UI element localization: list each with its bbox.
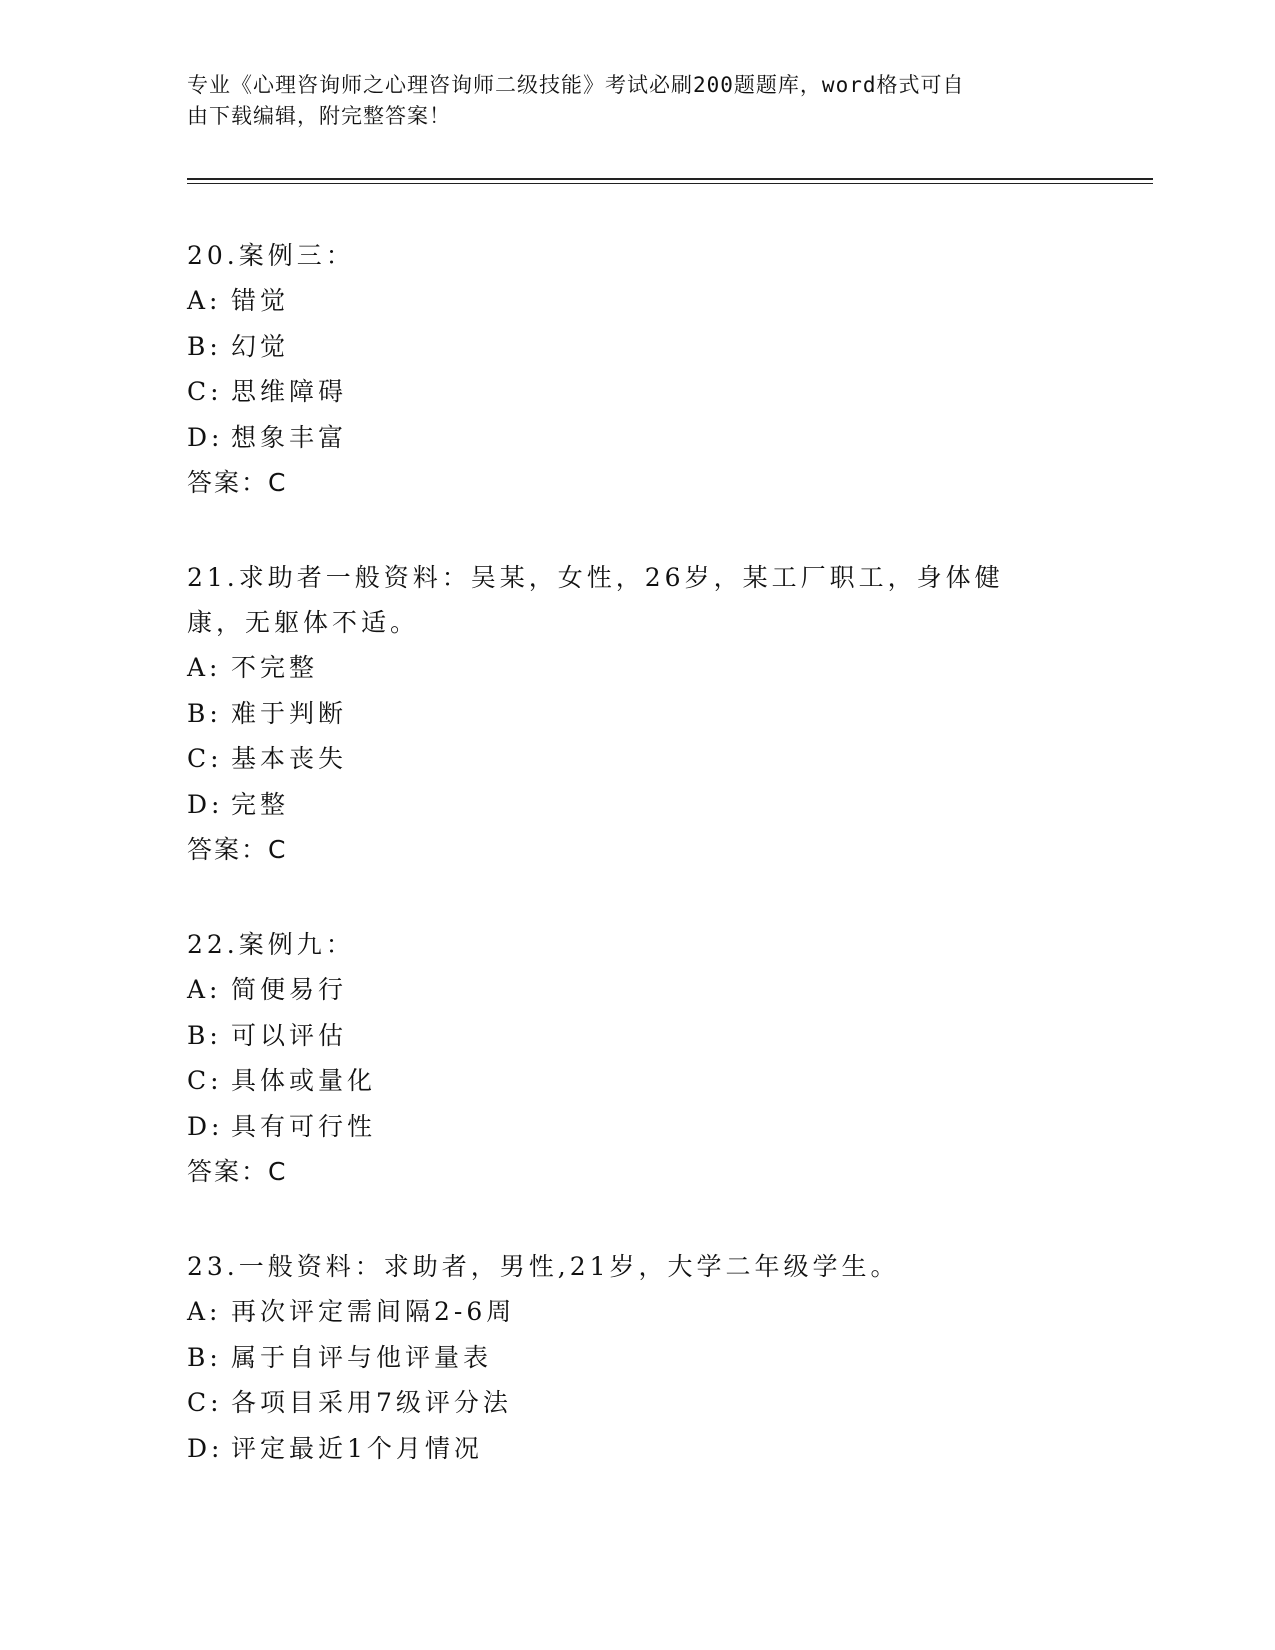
option-letter: C: (187, 744, 223, 773)
option-text: 幻觉 (231, 331, 290, 361)
option-text: 不完整 (231, 653, 319, 682)
option-letter: D: (187, 1111, 224, 1141)
option-text: 属于自评与他评量表 (231, 1342, 493, 1372)
question-stem: 21.求助者一般资料：吴某，女性，26岁，某工厂职工，身体健康，无躯体不适。 (187, 563, 1004, 637)
question-22 (187, 922, 1087, 1194)
option-d (187, 1104, 1087, 1150)
header-line-2: 由下载编辑，附完整答案！ (187, 104, 451, 128)
option-letter: A: (187, 653, 222, 682)
question-21 (187, 555, 1087, 872)
header-divider-thin (187, 183, 1153, 184)
option-b (187, 691, 1087, 737)
question-23 (187, 1244, 1087, 1471)
option-text: 各项目采用7级评分法 (231, 1388, 512, 1417)
option-b (187, 324, 1087, 370)
option-letter: A: (187, 286, 222, 315)
option-d (187, 415, 1087, 461)
option-a (187, 1289, 1087, 1335)
answer-line: 答案：C (187, 1157, 288, 1186)
option-letter: B: (187, 1020, 222, 1050)
option-b (187, 1335, 1087, 1381)
option-text: 基本丧失 (231, 744, 348, 773)
option-letter: C: (187, 1388, 223, 1417)
option-a (187, 967, 1087, 1013)
option-c (187, 1058, 1087, 1104)
document-header (187, 70, 1067, 132)
question-stem: 23.一般资料：求助者，男性,21岁，大学二年级学生。 (187, 1252, 900, 1281)
option-c (187, 369, 1087, 415)
option-a (187, 645, 1087, 691)
option-letter: B: (187, 331, 222, 361)
option-a (187, 278, 1087, 324)
option-c (187, 736, 1087, 782)
option-text: 想象丰富 (231, 422, 348, 452)
option-letter: D: (187, 422, 224, 452)
option-d (187, 1426, 1087, 1472)
option-text: 思维障碍 (231, 377, 348, 406)
option-letter: D: (187, 789, 224, 819)
option-letter: C: (187, 1066, 223, 1095)
option-text: 错觉 (231, 286, 290, 315)
option-text: 完整 (231, 789, 290, 819)
option-letter: A: (187, 975, 222, 1004)
answer-line: 答案：C (187, 468, 288, 497)
option-text: 评定最近1个月情况 (231, 1433, 483, 1463)
option-text: 难于判断 (231, 698, 348, 728)
option-letter: C: (187, 377, 223, 406)
question-20 (187, 233, 1087, 505)
question-stem: 22.案例九： (187, 930, 355, 959)
option-text: 简便易行 (231, 975, 348, 1004)
question-list (187, 233, 1087, 1521)
option-letter: A: (187, 1297, 222, 1326)
question-stem: 20.案例三： (187, 241, 355, 270)
header-line-1: 专业《心理咨询师之心理咨询师二级技能》考试必刷200题题库，word格式可自 (187, 73, 965, 97)
option-letter: D: (187, 1433, 224, 1463)
option-b (187, 1013, 1087, 1059)
option-text: 可以评估 (231, 1020, 348, 1050)
option-text: 再次评定需间隔2-6周 (231, 1297, 516, 1326)
option-c (187, 1380, 1087, 1426)
option-text: 具体或量化 (231, 1066, 377, 1095)
option-d (187, 782, 1087, 828)
option-text: 具有可行性 (231, 1111, 377, 1141)
option-letter: B: (187, 698, 222, 728)
option-letter: B: (187, 1342, 222, 1372)
answer-line: 答案：C (187, 835, 288, 864)
header-divider-thick (187, 178, 1153, 180)
